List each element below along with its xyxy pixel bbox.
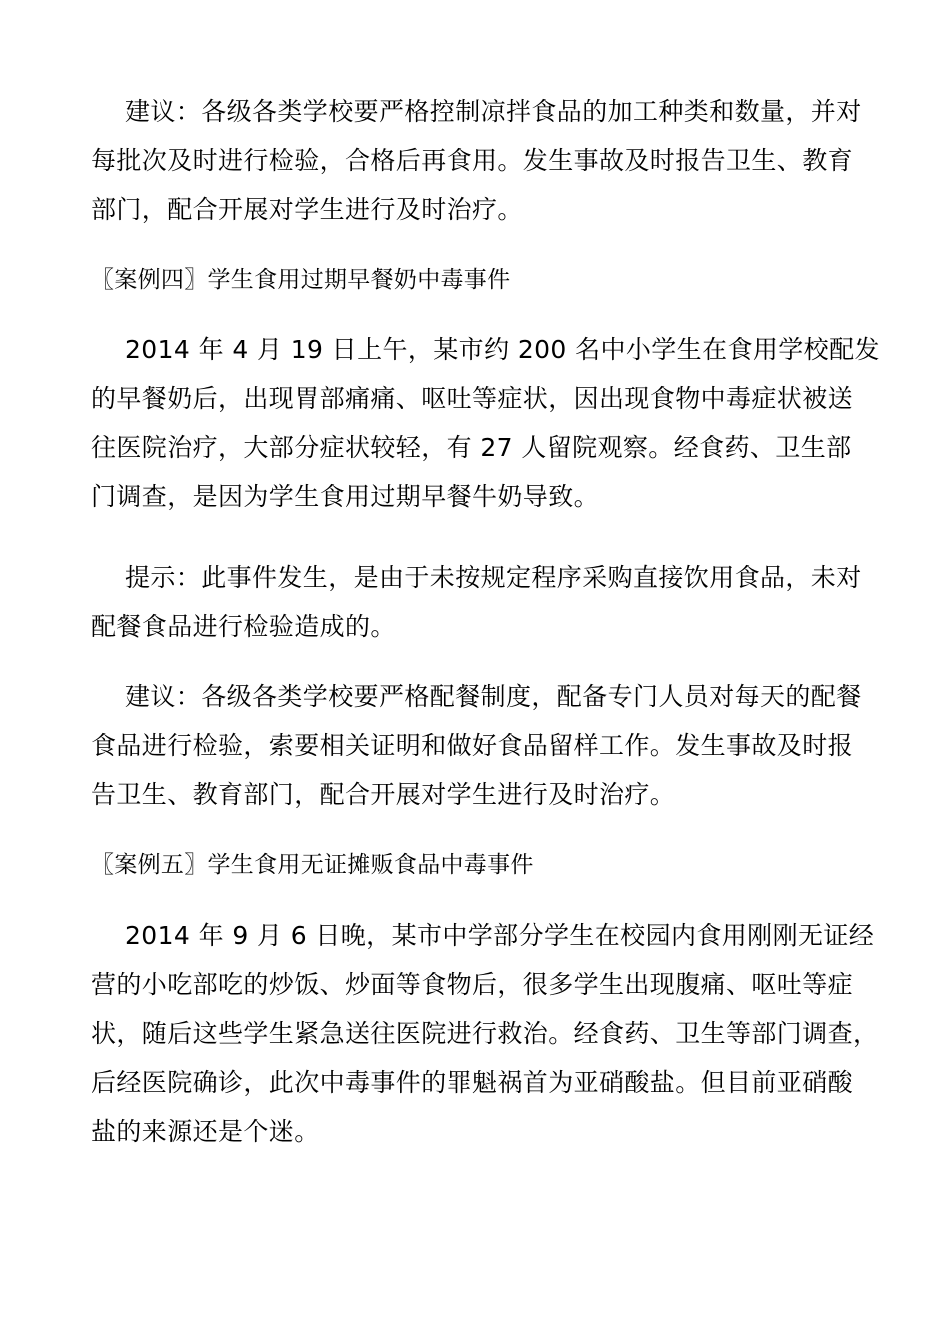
text-line: 2014 年 9 月 6 日晚，某市中学部分学生在校园内食用刚刚无证经: [125, 921, 875, 950]
case-4-body-paragraph: [91, 325, 880, 521]
text-line: 门调查，是因为学生食用过期早餐牛奶导致。: [91, 482, 600, 511]
text-line: 建议：各级各类学校要严格配餐制度，配备专门人员对每天的配餐: [125, 682, 862, 711]
text-line: 部门，配合开展对学生进行及时治疗。: [91, 195, 523, 224]
text-line: 状，随后这些学生紧急送往医院进行救治。经食药、卫生等部门调查，: [91, 1019, 879, 1048]
text-line: 营的小吃部吃的炒饭、炒面等食物后，很多学生出现腹痛、呕吐等症: [91, 970, 854, 999]
text-line: 告卫生、教育部门，配合开展对学生进行及时治疗。: [91, 780, 676, 809]
suggestion-paragraph-case-3: [91, 87, 861, 234]
text-line: 的早餐奶后，出现胃部痛痛、呕吐等症状，因出现食物中毒症状被送: [91, 384, 854, 413]
text-line: 配餐食品进行检验造成的。: [91, 612, 396, 641]
text-line: 提示：此事件发生，是由于未按规定程序采购直接饮用食品，未对: [125, 563, 862, 592]
text-line: 盐的来源还是个迷。: [91, 1117, 320, 1146]
text-line: 2014 年 4 月 19 日上午，某市约 200 名中小学生在食用学校配发: [125, 335, 880, 364]
text-line: 每批次及时进行检验，合格后再食用。发生事故及时报告卫生、教育: [91, 146, 854, 175]
text-line: 往医院治疗，大部分症状较轻，有 27 人留院观察。经食药、卫生部: [91, 433, 852, 462]
text-line: 后经医院确诊，此次中毒事件的罪魁祸首为亚硝酸盐。但目前亚硝酸: [91, 1068, 854, 1097]
case-5-heading: 〖案例五〗学生食用无证摊贩食品中毒事件: [91, 852, 534, 878]
case-4-suggestion-paragraph: [91, 672, 861, 819]
case-4-heading: 〖案例四〗学生食用过期早餐奶中毒事件: [91, 267, 511, 293]
case-5-body-paragraph: [91, 911, 879, 1156]
text-line: 食品进行检验，索要相关证明和做好食品留样工作。发生事故及时报: [91, 731, 854, 760]
case-4-tip-paragraph: [91, 553, 861, 651]
text-line: 建议：各级各类学校要严格控制凉拌食品的加工种类和数量，并对: [125, 97, 862, 126]
